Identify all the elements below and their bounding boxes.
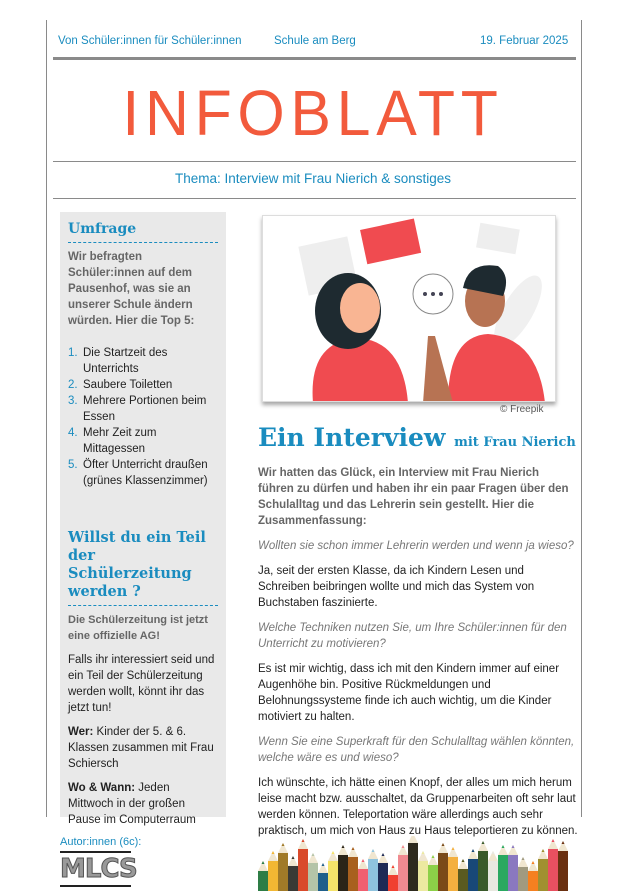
- list-number: 5.: [68, 459, 78, 471]
- question: Wollten sie schon immer Lehrerin werden und wenn ja wieso?: [258, 540, 574, 552]
- list-text: Die Startzeit des Unterrichts: [83, 347, 168, 375]
- pencil-icon: [548, 839, 558, 891]
- pencil-icon: [358, 859, 368, 891]
- list-item: [68, 393, 218, 425]
- pencil-icon: [318, 863, 328, 891]
- pencil-icon: [288, 856, 298, 891]
- list-number: 1.: [68, 347, 78, 359]
- pencil-icon: [278, 843, 288, 891]
- interview-illustration: [262, 215, 556, 402]
- answer: Es ist mir wichtig, dass ich mit den Kindern immer auf einer Augenhöhe bin. Positive Rückmeldungen und Belohnungssysteme finde ich auch wichtig, um die Kinder motiviert zu halten.: [258, 663, 560, 723]
- pencils-decoration: [258, 836, 570, 891]
- question: Wenn Sie eine Superkraft für den Schulalltag wählen könnten, welche wäre es und wieso?: [258, 736, 575, 764]
- when-label: Wo & Wann:: [68, 782, 136, 794]
- pencil-icon: [458, 859, 468, 891]
- who-text: Kinder der 5. & 6. Klassen zusammen mit Frau Schiersch: [68, 726, 214, 770]
- article-title: [258, 424, 578, 457]
- article-lead: Wir hatten das Glück, ein Interview mit Frau Nierich führen zu dürfen und haben ihr ein paar Fragen über den Schulalltag und das Lehrerin sein gestellt. Hier die Zusammenfassung:: [258, 467, 569, 527]
- answer: Ich wünschte, ich hätte einen Knopf, der alles um mich herum leise macht bzw. ausschaltet, da Gruppenarbeiten oft sehr laut werden können. Teleportation wäre allerdings auch sehr praktisch, um mich von Haus zu Haus teleportieren zu können.: [258, 777, 578, 837]
- pencil-icon: [298, 839, 308, 891]
- join-lead: Die Schülerzeitung ist jetzt eine offizielle AG!: [68, 614, 208, 642]
- pencil-icon: [418, 851, 428, 891]
- pencil-icon: [478, 841, 488, 891]
- pencil-icon: [448, 847, 458, 891]
- image-credit: © Freepik: [500, 404, 544, 415]
- list-item: [68, 345, 218, 377]
- pencil-icon: [348, 847, 358, 891]
- join-heading: Willst du ein Teil der Schülerzeitung werden ?: [68, 529, 218, 606]
- pencil-icon: [338, 845, 348, 891]
- who-label: Wer:: [68, 726, 94, 738]
- pencil-icon: [428, 855, 438, 891]
- question: Welche Techniken nutzen Sie, um Ihre Schüler:innen für den Unterricht zu motivieren?: [258, 622, 567, 650]
- list-item: [68, 425, 218, 457]
- authors-logo: [60, 851, 137, 887]
- header-tagline: Von Schüler:innen für Schüler:innen: [58, 35, 242, 47]
- pencil-icon: [438, 843, 448, 891]
- list-text: Mehr Zeit zum Mittagessen: [83, 427, 157, 455]
- pencil-icon: [528, 861, 538, 891]
- header-rule: [53, 57, 576, 60]
- list-number: 4.: [68, 427, 78, 439]
- header-school: Schule am Berg: [274, 35, 356, 47]
- authors-label: Autor:innen (6c):: [60, 836, 142, 848]
- list-item: [68, 377, 218, 393]
- join-when: [68, 780, 218, 828]
- list-item: [68, 457, 218, 489]
- article: [258, 424, 578, 839]
- article-subtitle: mit Frau Nierich: [454, 435, 576, 450]
- list-text: Öfter Unterricht draußen (grünes Klassenzimmer): [83, 459, 208, 487]
- join-who: [68, 724, 218, 772]
- survey-list: [68, 345, 218, 489]
- list-text: Saubere Toiletten: [83, 379, 173, 391]
- logo-text: MLCS: [60, 854, 137, 884]
- pencil-icon: [388, 865, 398, 891]
- topic-line: Thema: Interview mit Frau Nierich & sonstiges: [174, 171, 452, 186]
- pencil-icon: [498, 845, 508, 891]
- page-title: INFOBLATT: [122, 77, 504, 149]
- pencil-icon: [488, 851, 498, 891]
- divider: [53, 161, 576, 162]
- pencil-icon: [508, 845, 518, 891]
- pencil-icon: [268, 851, 278, 891]
- article-title-main: Ein Interview: [258, 423, 446, 452]
- answer: Ja, seit der ersten Klasse, da ich Kindern Lesen und Schreiben beibringen wollte und mich das System von Buchstaben faszinierte.: [258, 565, 535, 609]
- pencil-icon: [518, 857, 528, 891]
- divider: [53, 198, 576, 199]
- pencil-icon: [408, 836, 418, 891]
- pencil-icon: [258, 861, 268, 891]
- pencil-icon: [398, 845, 408, 891]
- header-date: 19. Februar 2025: [480, 35, 569, 47]
- survey-heading: Umfrage: [68, 220, 218, 243]
- sidebar: [60, 212, 226, 826]
- pencil-icon: [468, 849, 478, 891]
- pencil-icon: [368, 849, 378, 891]
- survey-intro: Wir befragten Schüler:innen auf dem Pausenhof, was sie an unserer Schule ändern würden. Hier die Top 5:: [68, 251, 195, 327]
- pencil-icon: [308, 853, 318, 891]
- join-text: Falls ihr interessiert seid und ein Teil der Schülerzeitung werden wollt, könnt ihr das jetzt tun!: [68, 654, 215, 714]
- when-text: Jeden Mittwoch in der großen Pause im Computerraum: [68, 782, 196, 826]
- list-number: 2.: [68, 379, 78, 391]
- pencil-icon: [378, 853, 388, 891]
- pencil-icon: [558, 841, 568, 891]
- pencil-icon: [328, 851, 338, 891]
- pencil-icon: [538, 849, 548, 891]
- list-number: 3.: [68, 395, 78, 407]
- list-text: Mehrere Portionen beim Essen: [83, 395, 207, 423]
